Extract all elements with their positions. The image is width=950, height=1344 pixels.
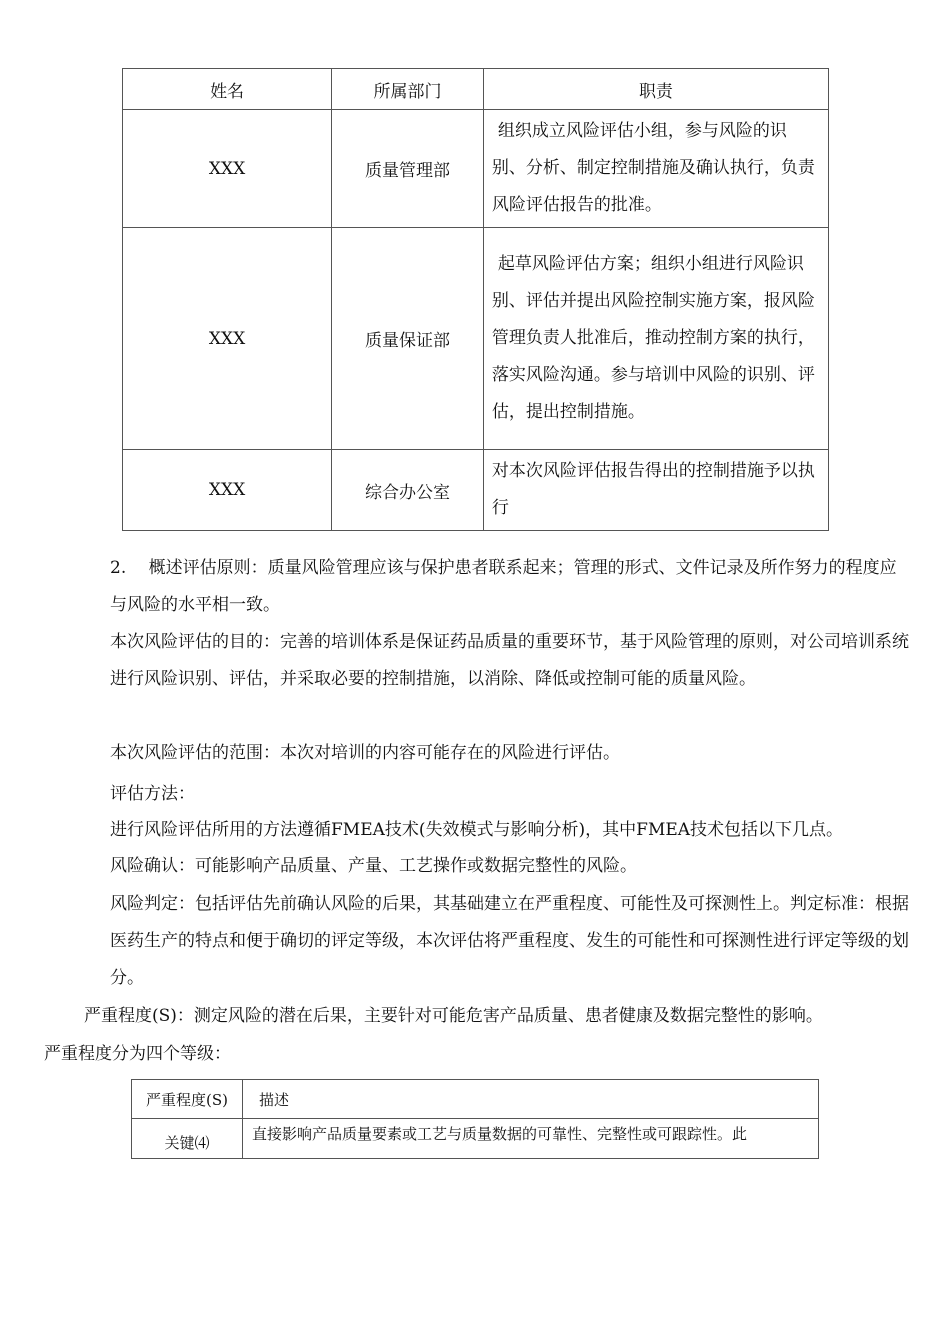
team-responsibility-table (122, 68, 829, 531)
row-name: XXX (123, 110, 332, 228)
table-row (123, 110, 829, 228)
severity-desc-cell (243, 1119, 819, 1159)
severity-level-cell (132, 1119, 243, 1159)
scope-paragraph: 本次风险评估的范围：本次对培训的内容可能存在的风险进行评估。 (110, 743, 620, 763)
purpose-paragraph: 本次风险评估的目的：完善的培训体系是保证药品质量的重要环节，基于风险管理的原则，对公司培训系统进行风险识别、评估，并采取必要的控制措施，以消除、降低或控制可能的质量风险。 (110, 632, 909, 689)
judge-paragraph: 风险判定：包括评估先前确认风险的后果，其基础建立在严重程度、可能性及可探测性上。判定标准：根据医药生产的特点和便于确切的评定等级，本次评估将严重程度、发生的可能性和可探测性进行评定等级的划分。 (110, 894, 909, 988)
principle-paragraph: 2. 概述评估原则：质量风险管理应该与保护患者联系起来；管理的形式、文件记录及所作努力的程度应与风险的水平相一致。 (110, 558, 897, 615)
severity-definition: 严重程度(S)：测定风险的潜在后果，主要针对可能危害产品质量、患者健康及数据完整性的影响。 (84, 1006, 823, 1026)
row-department: 质量保证部 (332, 228, 484, 450)
severity-table (131, 1079, 819, 1159)
row-department: 质量管理部 (332, 110, 484, 228)
row-duty: 对本次风险评估报告得出的控制措施予以执行 (483, 450, 828, 531)
row-name: XXX (123, 450, 332, 531)
table-row (123, 450, 829, 531)
header-name: 姓名 (123, 69, 332, 110)
severity-levels-intro: 严重程度分为四个等级： (44, 1044, 231, 1064)
severity-level: 关键⑷ (164, 1134, 210, 1152)
table-header-row (132, 1080, 819, 1119)
header-severity: 严重程度(S) (132, 1080, 243, 1119)
confirm-paragraph: 风险确认：可能影响产品质量、产量、工艺操作或数据完整性的风险。 (110, 856, 637, 876)
method-title: 评估方法： (110, 784, 195, 804)
row-name: XXX (123, 228, 332, 450)
table-row (123, 228, 829, 450)
row-duty: 起草风险评估方案；组织小组进行风险识别、评估并提出风险控制实施方案，报风险管理负责人批准后，推动控制方案的执行，落实风险沟通。参与培训中风险的识别、评估，提出控制措施。 (483, 228, 828, 450)
method-paragraph: 进行风险评估所用的方法遵循FMEA技术(失效模式与影响分析)，其中FMEA技术包括以下几点。 (110, 820, 844, 840)
header-department: 所属部门 (332, 69, 484, 110)
header-description: 描述 (243, 1080, 819, 1119)
header-duty: 职责 (483, 69, 828, 110)
table-header-row (123, 69, 829, 110)
row-duty: 组织成立风险评估小组，参与风险的识别、分析、制定控制措施及确认执行，负责风险评估报告的批准。 (483, 110, 828, 228)
severity-description: 直接影响产品质量要素或工艺与质量数据的可靠性、完整性或可跟踪性。此 (252, 1125, 748, 1143)
table-row (132, 1119, 819, 1159)
row-department: 综合办公室 (332, 450, 484, 531)
